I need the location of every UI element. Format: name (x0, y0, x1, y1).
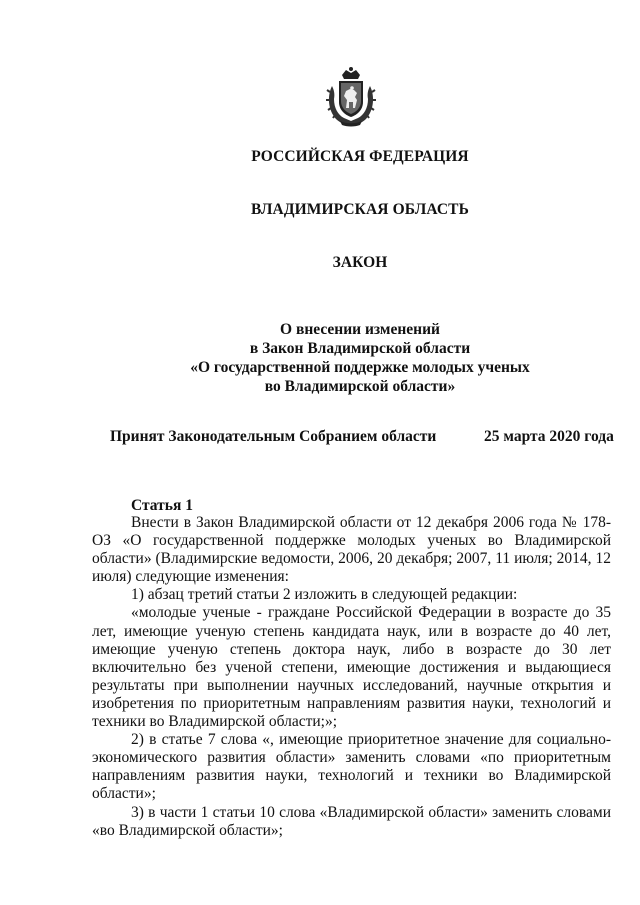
law-title (0, 320, 640, 396)
article-paragraph: 3) в части 1 статьи 10 слова «Владимирской области» заменить словами «во Владимирской области»; (92, 803, 611, 839)
article-paragraph: Внести в Закон Владимирской области от 12 декабря 2006 года № 178-ОЗ «О государственной поддержке молодых ученых во Владимирской области» (Владимирские ведомости, 2006, 20 декабря; 2007, 11 июля; 2014, 12 июля) следующие изменения: (92, 514, 611, 586)
article-paragraph: 1) абзац третий статьи 2 изложить в следующей редакции: (131, 586, 518, 604)
adoption-label: Принят Законодательным Собранием области (110, 428, 437, 445)
coat-of-arms-emblem-icon (322, 66, 380, 128)
law-title-line: «О государственной поддержке молодых ученых (190, 359, 530, 376)
adoption-date: 25 марта 2020 года (484, 428, 614, 445)
law-title-line: в Закон Владимирской области (249, 340, 471, 357)
law-title-line: во Владимирской области» (264, 378, 456, 395)
country-heading: РОССИЙСКАЯ ФЕДЕРАЦИЯ (251, 148, 469, 165)
document-type-heading: ЗАКОН (332, 254, 388, 271)
region-heading: ВЛАДИМИРСКАЯ ОБЛАСТЬ (251, 201, 469, 218)
article-heading: Статья 1 (131, 497, 193, 514)
article-body (92, 514, 611, 840)
article-paragraph: 2) в статье 7 слова «, имеющие приоритетное значение для социально-экономического развития области» заменить словами «по приоритетным направлениям развития науки, технологий и техники во Владимирской области»; (92, 731, 611, 803)
law-title-line: О внесении изменений (280, 321, 440, 338)
article-paragraph: «молодые ученые - граждане Российской Федерации в возрасте до 35 лет, имеющие ученую степень кандидата наук, или в возрасте до 40 лет, имеющие ученую степень доктора наук, либо в возрасте до 30 лет включительно без ученой степени, имеющие достижения и выдающиеся результаты при выполнении научных исследований, научные открытия и изобретения по приоритетным направлениям развития науки, технологий и техники во Владимирской области;»; (92, 604, 611, 731)
